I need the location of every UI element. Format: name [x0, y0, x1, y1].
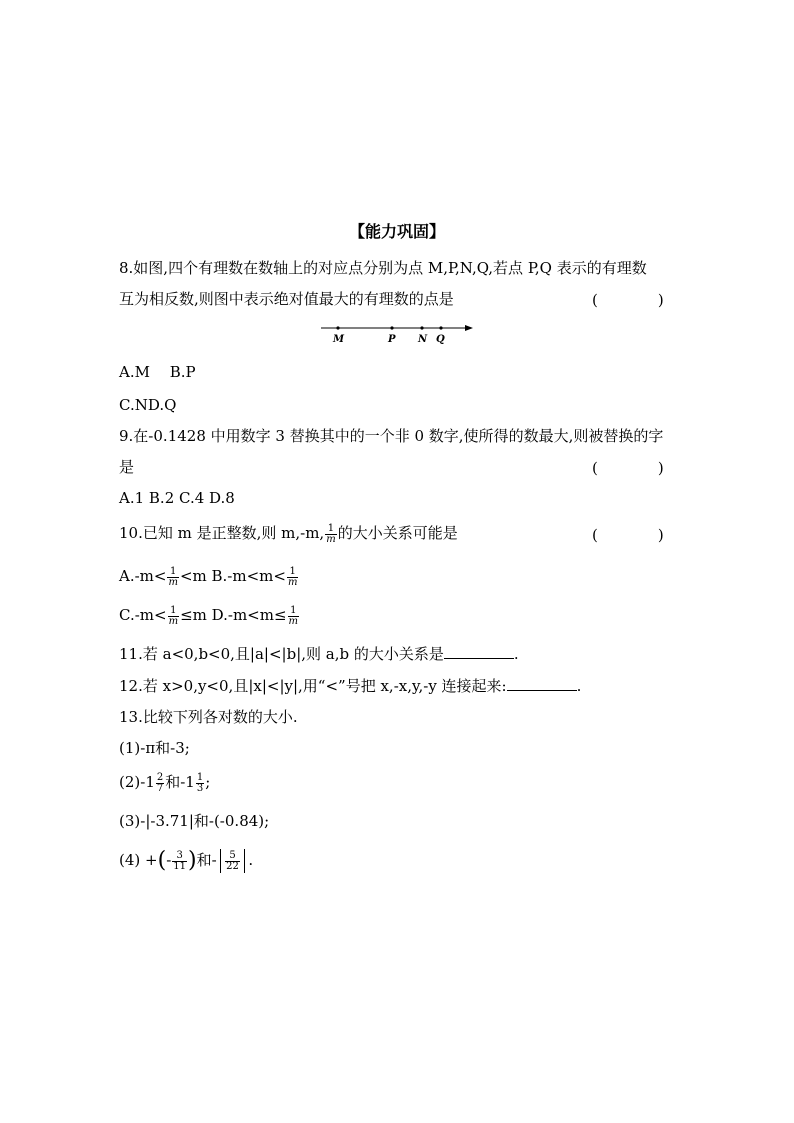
- q8-line1: 8.如图,四个有理数在数轴上的对应点分别为点 M,P,N,Q,若点 P,Q 表示的有理数: [119, 259, 647, 277]
- q13-part2: (2)-1 $\frac{2}{7}$ 和-1 $\frac{1}{3}$ ;: [119, 771, 211, 794]
- section-title: 【能力巩固】: [348, 222, 445, 241]
- q10-answer-paren: ( ): [592, 526, 664, 544]
- q13-part1: (1)-π和-3;: [119, 739, 190, 757]
- q8-answer-paren: ( ): [592, 291, 664, 309]
- point-q: [439, 326, 442, 329]
- q13-part4: (4) +(- $\frac{3}{11}$ )和- $\frac{5}{22}$ .: [119, 848, 254, 873]
- label-n: N: [418, 334, 428, 345]
- q8-options-cd: C.ND.Q: [119, 396, 177, 414]
- q10-suffix: 的大小关系可能是: [337, 524, 458, 542]
- q10-fraction: $\frac{1}{m}$: [326, 522, 336, 545]
- q9-answer-paren: ( ): [592, 459, 664, 477]
- point-n: [420, 326, 423, 329]
- q10-options-cd: C.-m< $\frac{1}{m}$ ≤m D.-m<m≤ $\frac{1}{m}$: [119, 604, 299, 627]
- q9-line2: 是: [119, 458, 135, 476]
- q8-line2: 互为相反数,则图中表示绝对值最大的有理数的点是: [119, 290, 454, 308]
- number-line: [318, 318, 478, 348]
- q11-stem: 11.若 a<0,b<0,且|a|<|b|,则 a,b 的大小关系是 .: [119, 645, 519, 663]
- q13-part3: (3)-|-3.71|和-(-0.84);: [119, 812, 270, 830]
- q9-line1: 9.在-0.1428 中用数字 3 替换其中的一个非 0 数字,使所得的数最大,则被替换的字: [119, 427, 664, 445]
- q10-prefix: 10.已知 m 是正整数,则 m,-m,: [119, 524, 325, 542]
- q10-stem: [119, 523, 458, 545]
- point-m: [336, 326, 339, 329]
- q10-options-ab: A.-m< $\frac{1}{m}$ <m B.-m<m< $\frac{1}{m}$: [119, 565, 298, 588]
- q9-options: A.1 B.2 C.4 D.8: [119, 489, 235, 507]
- q13-title: 13.比较下列各对数的大小.: [119, 708, 298, 726]
- q8-options-ab: A.M B.P: [119, 363, 196, 381]
- q11-answer-blank[interactable]: [444, 644, 514, 659]
- label-q: Q: [436, 334, 445, 345]
- label-m: M: [333, 334, 345, 345]
- label-p: P: [388, 334, 396, 345]
- q12-answer-blank[interactable]: [507, 676, 577, 691]
- q12-stem: 12.若 x>0,y<0,且|x|<|y|,用“<”号把 x,-x,y,-y 连接起来: .: [119, 677, 582, 695]
- point-p: [390, 326, 393, 329]
